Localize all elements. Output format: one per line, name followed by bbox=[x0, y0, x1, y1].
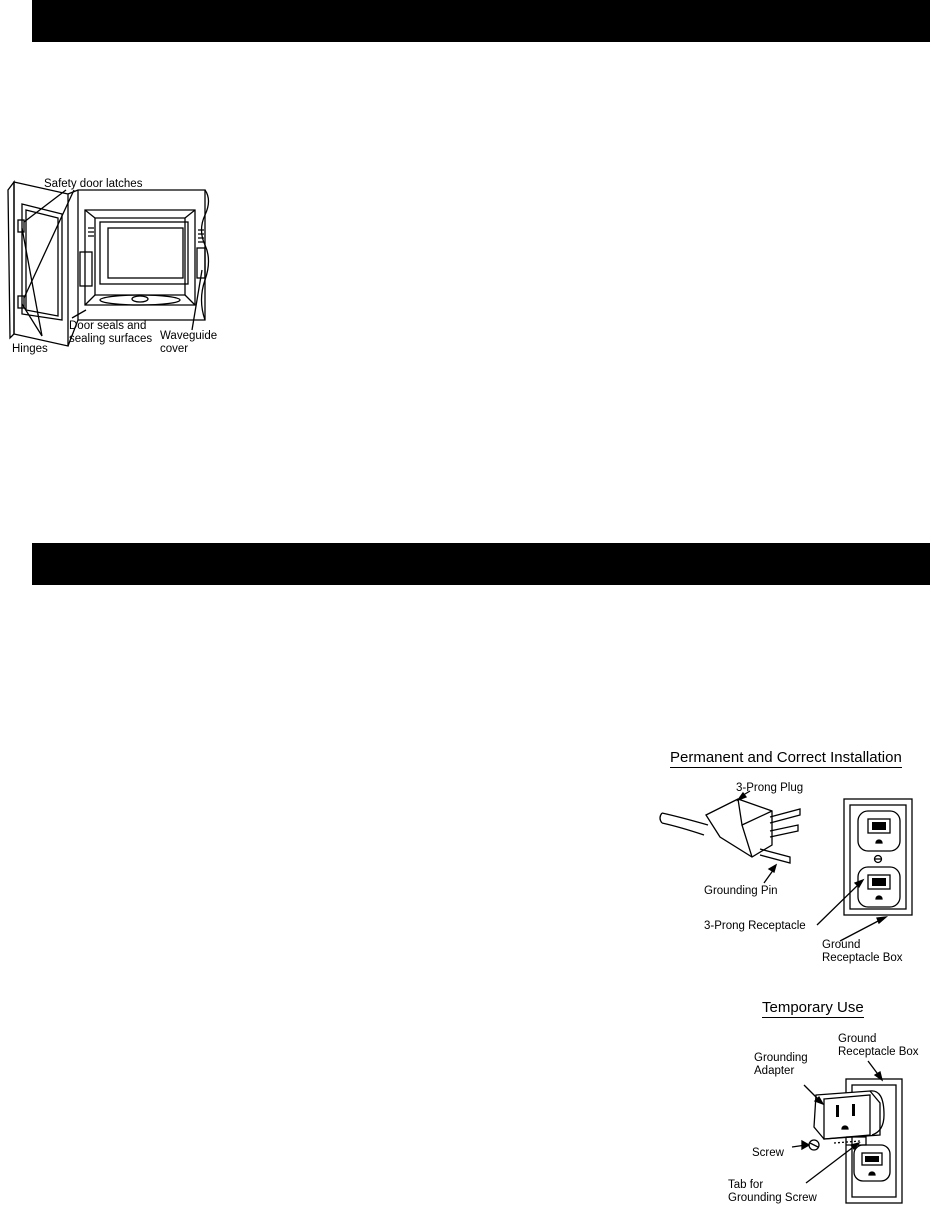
microwave-oven-figure bbox=[0, 170, 230, 370]
tab-for-grounding-screw-label-line2: Grounding Screw bbox=[728, 1192, 817, 1204]
ground-receptacle-box-label-line1: Ground bbox=[822, 939, 861, 951]
grounding-pin-label: Grounding Pin bbox=[704, 885, 778, 897]
ground-receptacle-box-label-line2: Receptacle Box bbox=[822, 952, 903, 964]
hinges-label: Hinges bbox=[12, 343, 48, 355]
grounding-adapter-illustration bbox=[720, 995, 930, 1205]
temporary-use-figure bbox=[720, 995, 930, 1205]
door-seals-label-line2: sealing surfaces bbox=[69, 333, 153, 345]
temporary-use-title: Temporary Use bbox=[762, 999, 864, 1016]
temp-ground-receptacle-box-label-line2: Receptacle Box bbox=[838, 1046, 919, 1058]
three-prong-plug-label: 3-Prong Plug bbox=[736, 782, 804, 794]
waveguide-cover-label-line1: Waveguide bbox=[160, 330, 218, 342]
temp-ground-receptacle-box-label-line1: Ground bbox=[838, 1033, 877, 1045]
grounding-adapter-label-line1: Grounding bbox=[754, 1052, 808, 1064]
three-prong-receptacle-label: 3-Prong Receptacle bbox=[704, 920, 806, 932]
permanent-installation-figure bbox=[660, 745, 930, 970]
section-header-bar-middle bbox=[32, 543, 930, 585]
grounding-adapter-label-line2: Adapter bbox=[754, 1065, 795, 1077]
permanent-installation-title: Permanent and Correct Installation bbox=[670, 749, 902, 766]
screw-label: Screw bbox=[752, 1147, 784, 1159]
section-header-bar-top bbox=[32, 0, 930, 42]
three-prong-plug-and-receptacle-illustration bbox=[660, 745, 930, 970]
waveguide-cover-label-line2: cover bbox=[160, 343, 189, 355]
tab-for-grounding-screw-label-line1: Tab for bbox=[728, 1179, 764, 1191]
door-seals-label-line1: Door seals and bbox=[69, 320, 147, 332]
safety-door-latches-label: Safety door latches bbox=[44, 178, 143, 190]
